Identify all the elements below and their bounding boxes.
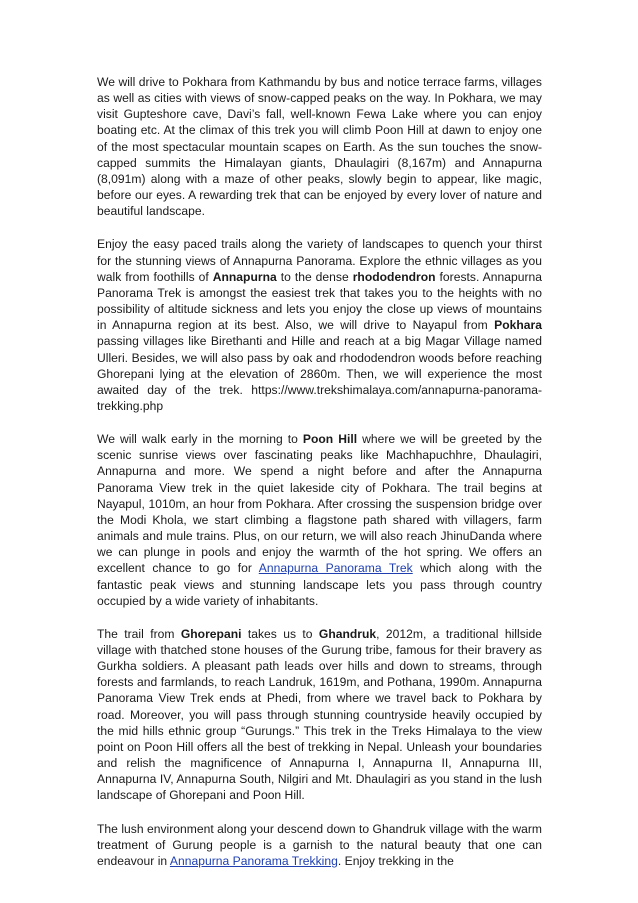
text-run: where we will be greeted by the scenic sunrise views over fascinating peaks like Machhapuchhre, Dhaulagiri, Annapurna and more. We spend a night before and after the Annapurna Panorama View trek in the quiet lakeside city of Pokhara. The trail begins at Nayapul, 1010m, an hour from Pokhara. After crossing the suspension bridge over the Modi Khola, we start climbing a flagstone path shared with villagers, farm animals and mule trains. Plus, on our return, we will also reach JhinuDanda where we can plunge in pools and enjoy the warmth of the hot spring. We offers an excellent chance to go for	[97, 432, 542, 576]
text-run: The trail from	[97, 626, 181, 641]
paragraph-pokhara-drive	[97, 74, 542, 219]
text-run: , 2012m, a traditional hillside village with thatched stone houses of the Gurung tribe, famous for their bravery as Gurkha soldiers. A pleasant path leads over hills and down to streams, through forests and farmlands, to reach Landruk, 1619m, and Pothana, 1990m. Annapurna Panorama View Trek ends at Phedi, from where we travel back to Pokhara by road. Moreover, you will pass through stunning countryside heavily occupied by the mid hills ethnic group “Gurungs.” This trek in the Treks Himalaya to the view point on Poon Hill offers all the best of trekking in Nepal. Unleash your boundaries and relish the magnificence of Annapurna I, Annapurna II, Annapurna III, Annapurna IV, Annapurna South, Nilgiri and Mt. Dhaulagiri as you stand in the lush landscape of Ghorepani and Poon Hill.	[97, 626, 542, 803]
bold-ghandruk: Ghandruk	[318, 626, 377, 641]
text-run: . Enjoy trekking in the	[337, 853, 454, 868]
paragraph-poon-hill	[97, 431, 542, 609]
paragraph-lush-environment	[97, 821, 542, 869]
paragraph-easy-trails	[97, 236, 542, 414]
text-run: The lush environment along your descend down to Ghandruk village with the warm treatment of Gurung people is a garnish to the natural beauty that one can endeavour in	[97, 821, 542, 868]
text-run: We will walk early in the morning to	[97, 432, 303, 447]
text-run: to the dense	[276, 269, 353, 284]
text-run: We will drive to Pokhara from Kathmandu by bus and notice terrace farms, villages as well as cities with views of snow-capped peaks on the way. In Pokhara, we may visit Gupteshore cave, Davi’s fall, well-known Fewa Lake where you can enjoy boating etc. At the climax of this trek you will climb Poon Hill at dawn to enjoy one of the most spectacular mountain scapes on Earth. As the sun touches the snow-capped summits the Himalayan giants, Dhaulagiri (8,167m) and Annapurna (8,091m) along with a maze of other peaks, slowly begin to appear, like magic, before our eyes. A rewarding trek that can be enjoyed by every lover of nature and beautiful landscape.	[97, 75, 542, 219]
bold-ghorepani: Ghorepani	[180, 626, 242, 641]
bold-pokhara: Pokhara	[494, 318, 542, 333]
paragraph-ghorepani-trail	[97, 626, 542, 804]
text-run: takes us to	[241, 626, 319, 641]
bold-poon-hill: Poon Hill	[302, 432, 358, 447]
link-annapurna-panorama-trek[interactable]: Annapurna Panorama Trek	[258, 561, 413, 576]
text-run: passing villages like Birethanti and Hille and reach at a big Magar Village named Ulleri. Besides, we will also pass by oak and rhododendron woods before reaching Ghorepani lying at the elevation of 2860m. Then, we will experience the most awaited day of the trek. https://www.trekshimalaya.com/annapurna-panorama-trekking.php	[97, 334, 542, 413]
text-run: which along with the fantastic peak views and stunning landscape lets you pass through country occupied by a wide variety of inhabitants.	[97, 561, 542, 608]
bold-rhododendron: rhododendron	[352, 269, 436, 284]
link-annapurna-panorama-trekking[interactable]: Annapurna Panorama Trekking	[169, 853, 338, 868]
text-run: forests. Annapurna Panorama Trek is amongst the easiest trek that takes you to the heights with no possibility of altitude sickness and lets you enjoy the close up views of mountains in Annapurna region at its best. Also, we will drive to Nayapul from	[97, 269, 543, 333]
bold-annapurna: Annapurna	[212, 269, 277, 284]
text-run: Enjoy the easy paced trails along the variety of landscapes to quench your thirst for the stunning views of Annapurna Panorama. Explore the ethnic villages as you walk from foothills of	[97, 237, 542, 284]
